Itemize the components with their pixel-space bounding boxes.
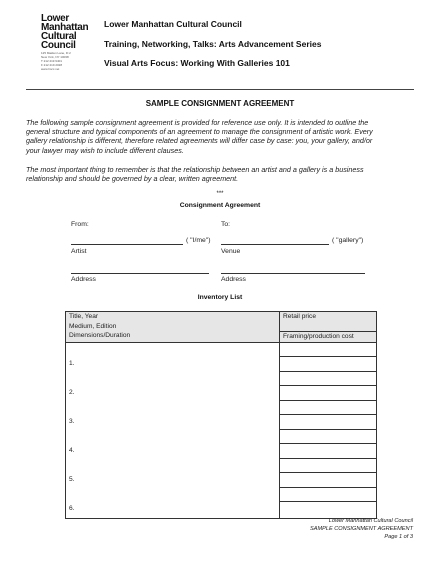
i-me-label: ( "I/me") [186, 237, 211, 244]
venue-address-field[interactable] [221, 273, 365, 274]
important-line: relationship and should be governed by a clear, written agreement. [26, 174, 239, 184]
header-framing-cost: Framing/production cost [283, 333, 354, 340]
price-row-line [279, 429, 376, 430]
agreement-heading: Consignment Agreement [179, 202, 261, 209]
venue-address-label: Address [221, 276, 246, 283]
footer-doc: SAMPLE CONSIGNMENT AGREEMENT [310, 526, 413, 532]
logo-line: Manhattan [41, 22, 89, 33]
price-row-line [279, 371, 376, 372]
to-label: To: [221, 221, 231, 228]
venue-name-field[interactable] [221, 244, 329, 245]
title-column [66, 312, 280, 518]
footer-page: Page 1 of 3 [384, 534, 413, 540]
row-number: 4. [69, 447, 75, 454]
price-row-line [279, 400, 376, 401]
artist-label: Artist [71, 248, 87, 255]
logo-line: Lower [41, 13, 69, 24]
price-row-line [279, 501, 376, 502]
section-separator: *** [216, 191, 224, 197]
header-focus: Visual Arts Focus: Working With Galleries 101 [104, 58, 290, 68]
header-org: Lower Manhattan Cultural Council [104, 19, 242, 29]
artist-address-field[interactable] [71, 273, 209, 274]
header-retail-price: Retail price [283, 313, 316, 320]
artist-address-label: Address [71, 276, 96, 283]
price-row-line [279, 414, 376, 415]
intro-line: your lawyer may wish to include different clauses. [26, 145, 184, 155]
intro-line: general structure and typical components of an agreement to manage the consignment of artistic work. Every [26, 127, 373, 137]
intro-line: The following sample consignment agreement is provided for reference use only. It is intended to outline the [26, 118, 369, 127]
price-row-line [279, 385, 376, 386]
inventory-heading: Inventory List [197, 294, 243, 301]
inventory-table [65, 311, 377, 519]
price-row-line [279, 472, 376, 473]
price-row-line [279, 487, 376, 488]
header-series: Training, Networking, Talks: Arts Advancement Series [104, 39, 322, 49]
gallery-label: ( "gallery") [332, 237, 364, 244]
document-title: SAMPLE CONSIGNMENT AGREEMENT [145, 99, 295, 108]
footer-org: Lower Manhattan Cultural Council [328, 518, 413, 524]
artist-name-field[interactable] [71, 244, 183, 245]
important-paragraph [26, 165, 418, 183]
logo-line: Cultural [41, 31, 77, 42]
logo-line: Council [41, 40, 76, 51]
logo-address-line: www.lmcc.net [41, 67, 60, 71]
row-number: 3. [69, 418, 75, 425]
logo-address-line: T 212 219 9401 [41, 59, 62, 63]
row-number: 2. [69, 389, 75, 396]
important-line: The most important thing to remember is that the relationship between an artist and a gallery is a business [26, 165, 364, 174]
venue-label: Venue [221, 248, 241, 255]
header-divider [26, 89, 414, 90]
price-row-line [279, 458, 376, 459]
logo-address-line: 125 Maiden Lane, Fl 2 [41, 51, 71, 55]
price-row-line [279, 443, 376, 444]
header-dimensions: Dimensions/Duration [69, 332, 131, 339]
header-title-year: Title, Year [69, 313, 99, 320]
row-number: 6. [69, 505, 75, 512]
row-number: 1. [69, 360, 75, 367]
intro-paragraph [26, 118, 418, 155]
logo-address-line: F 212 219 2028 [41, 63, 63, 67]
from-label: From: [71, 221, 89, 228]
intro-line: gallery relationship is different, therefore related agreements will differ case by case: you, your gallery, and/or [26, 136, 373, 146]
header-medium-edition: Medium, Edition [69, 322, 117, 330]
row-number: 5. [69, 476, 75, 483]
header-bottom-line [66, 342, 376, 343]
logo-address-line: New York, NY 10038 [41, 55, 69, 59]
price-row-line [279, 356, 376, 357]
